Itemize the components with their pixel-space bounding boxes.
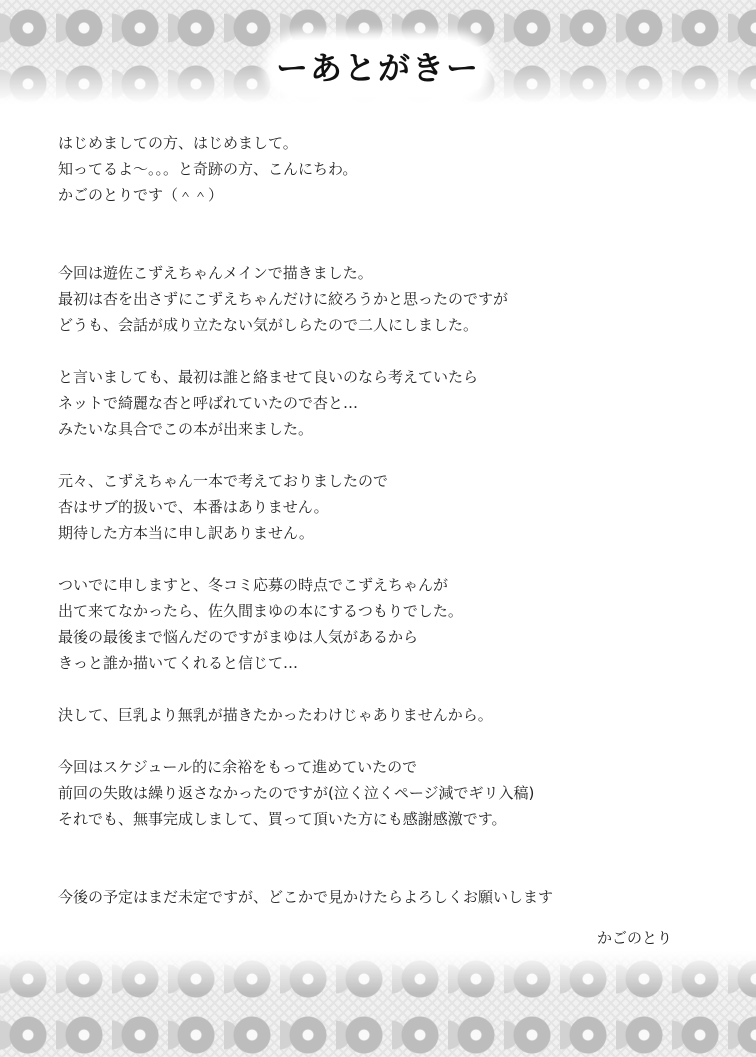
text-line: ついでに申しますと、冬コミ応募の時点でこずえちゃんが — [58, 576, 449, 594]
text-line: 知ってるよ〜。。。と奇跡の方、こんにちわ。 — [58, 160, 358, 178]
text-line: 今後の予定はまだ未定ですが、どこかで見かけたらよろしくお願いします — [58, 888, 554, 906]
text-line: はじめましての方、はじめまして。 — [58, 134, 298, 152]
lace-border-bottom — [0, 951, 756, 1057]
text-line: どうも、会話が成り立たない気がしらたので二人にしました。 — [58, 316, 479, 334]
text-line: 今回はスケジュール的に余裕をもって進めていたので — [58, 758, 418, 776]
paragraph-schedule — [58, 754, 708, 832]
paragraph-main-character — [58, 260, 708, 338]
text-line: 最後の最後まで悩んだのですがまゆは人気があるから — [58, 628, 419, 646]
text-line: みたいな具合でこの本が出来ました。 — [58, 420, 314, 438]
text-line: 決して、巨乳より無乳が描きたかったわけじゃありませんから。 — [58, 706, 493, 724]
paragraph-alternative-plan — [58, 572, 708, 676]
paragraph-pairing — [58, 364, 708, 442]
afterword-body — [58, 130, 708, 936]
text-line: 出て来てなかったら、佐久間まゆの本にするつもりでした。 — [58, 602, 463, 620]
text-line: 期待した方本当に申し訳ありません。 — [58, 524, 314, 542]
text-line: 今回は遊佐こずえちゃんメインで描きました。 — [58, 264, 373, 282]
paragraph-apology — [58, 468, 708, 546]
text-line: 杏はサブ的扱いで、本番はありません。 — [58, 498, 329, 516]
text-line: 元々、こずえちゃん一本で考えておりましたので — [58, 472, 389, 490]
author-signature: かごのとり — [596, 929, 672, 947]
text-line: それでも、無事完成しまして、買って頂いた方にも感謝感激です。 — [58, 810, 507, 828]
paragraph-greeting — [58, 130, 708, 208]
text-line: 最初は杏を出さずにこずえちゃんだけに絞ろうかと思ったのですが — [58, 290, 509, 308]
text-line: と言いましても、最初は誰と絡ませて良いのなら考えていたら — [58, 368, 479, 386]
text-line: 前回の失敗は繰り返さなかったのですが(泣く泣くページ減でギリ入稿) — [58, 784, 535, 802]
text-line: きっと誰か描いてくれると信じて… — [58, 654, 299, 672]
paragraph-disclaimer — [58, 702, 708, 728]
text-line: かごのとりです（＾＾） — [58, 186, 224, 204]
text-line: ネットで綺麗な杏と呼ばれていたので杏と… — [58, 394, 359, 412]
page-title: ーあとがきー — [275, 49, 480, 87]
paragraph-future — [58, 884, 708, 910]
